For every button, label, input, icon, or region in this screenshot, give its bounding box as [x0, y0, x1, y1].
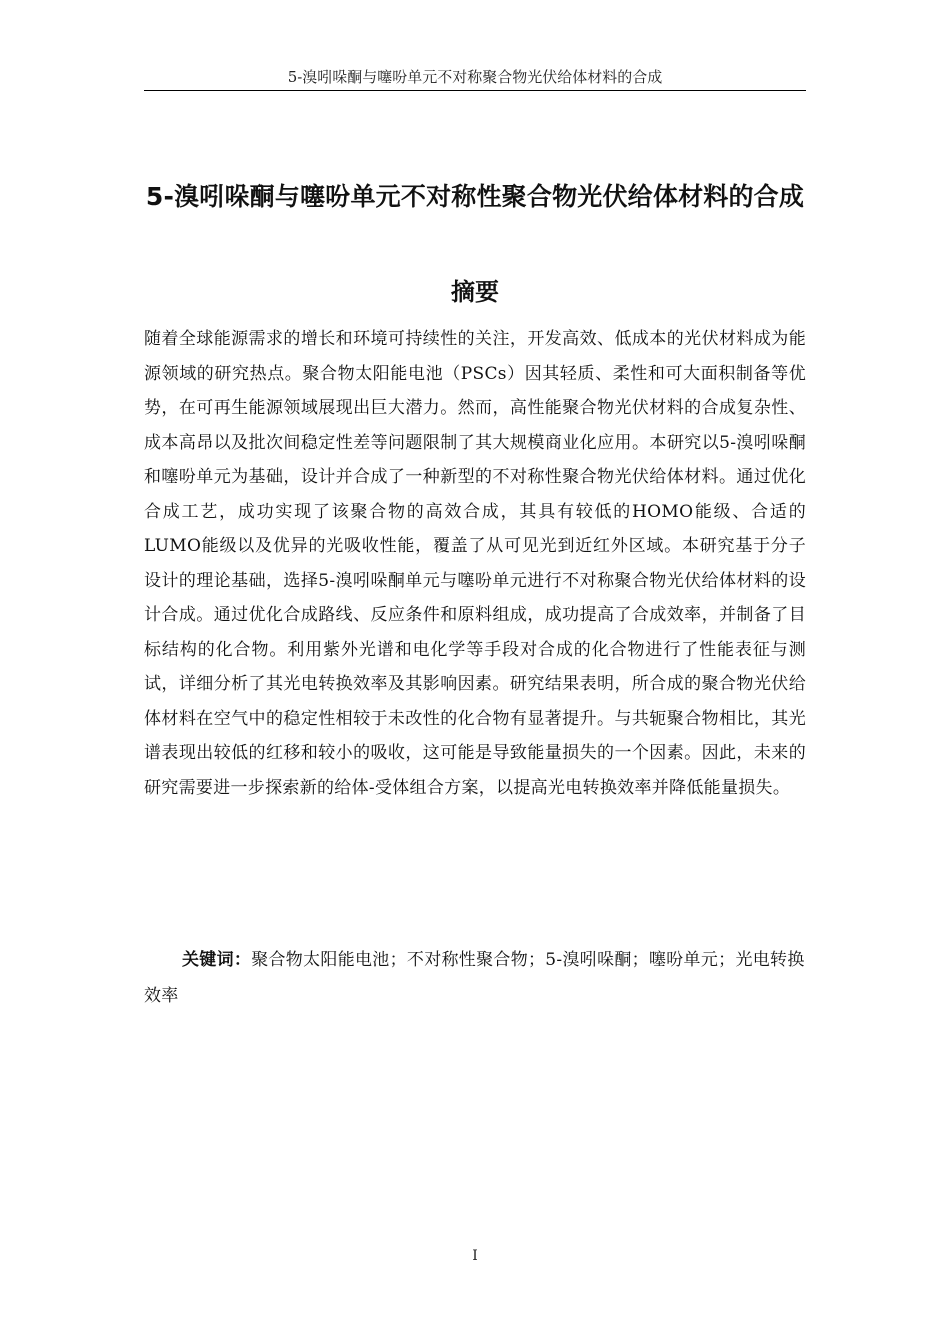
page-number: I — [472, 1248, 478, 1264]
keywords-list: 聚合物太阳能电池；不对称性聚合物；5-溴吲哚酮；噻吩单元；光电转换效率 — [144, 950, 805, 1006]
running-header: 5-溴吲哚酮与噻吩单元不对称聚合物光伏给体材料的合成 — [287, 68, 663, 86]
keywords-label: 关键词： — [182, 950, 252, 970]
keywords-paragraph — [144, 942, 806, 1014]
abstract-body: 随着全球能源需求的增长和环境可持续性的关注，开发高效、低成本的光伏材料成为能源领域的研究热点。聚合物太阳能电池（PSCs）因其轻质、柔性和可大面积制备等优势，在可再生能源领域展现出巨大潜力。然而，高性能聚合物光伏材料的合成复杂性、成本高昂以及批次间稳定性差等问题限制了其大规模商业化应用。本研究以5-溴吲哚酮和噻吩单元为基础，设计并合成了一种新型的不对称性聚合物光伏给体材料。通过优化合成工艺，成功实现了该聚合物的高效合成，其具有较低的HOMO能级、合适的LUMO能级以及优异的光吸收性能，覆盖了从可见光到近红外区域。本研究基于分子设计的理论基础，选择5-溴吲哚酮单元与噻吩单元进行不对称聚合物光伏给体材料的设计合成。通过优化合成路线、反应条件和原料组成，成功提高了合成效率，并制备了目标结构的化合物。利用紫外光谱和电化学等手段对合成的化合物进行了性能表征与测试，详细分析了其光电转换效率及其影响因素。研究结果表明，所合成的聚合物光伏给体材料在空气中的稳定性相较于未改性的化合物有显著提升。与共轭聚合物相比，其光谱表现出较低的红移和较小的吸收，这可能是导致能量损失的一个因素。因此，未来的研究需要进一步探索新的给体-受体组合方案，以提高光电转换效率并降低能量损失。 — [144, 329, 806, 798]
abstract-heading: 摘要 — [451, 278, 499, 306]
document-title: 5-溴吲哚酮与噻吩单元不对称性聚合物光伏给体材料的合成 — [145, 182, 805, 211]
header-divider — [144, 90, 806, 91]
